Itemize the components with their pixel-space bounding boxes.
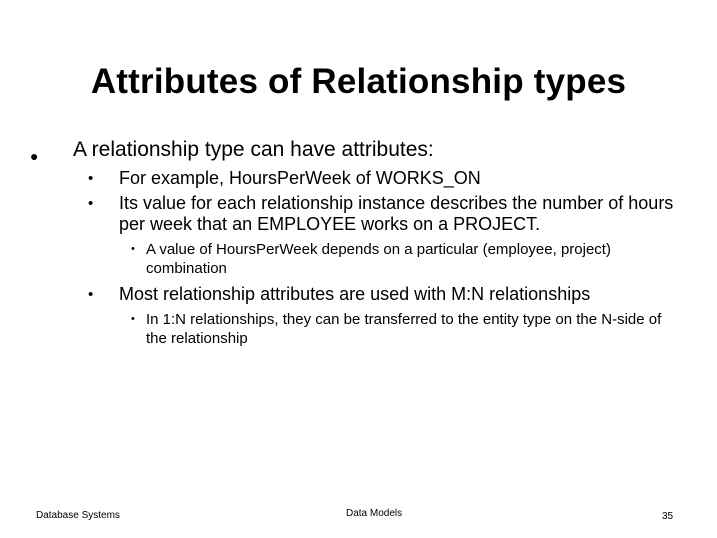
sub-bullet-marker: •: [88, 195, 94, 212]
slide-title: Attributes of Relationship types: [90, 62, 627, 101]
sub-sub-bullet-marker: •: [131, 313, 135, 325]
footer-left: Database Systems: [36, 510, 120, 521]
page-number: 35: [662, 511, 674, 522]
sub-sub-bullet-marker: •: [131, 243, 135, 255]
main-bullet-marker: ●: [30, 148, 39, 164]
sub-sub-bullet-text: In 1:N relationships, they can be transferred to the entity type on the N-side of the relationship: [146, 311, 662, 347]
main-bullet-text: A relationship type can have attributes:: [73, 138, 434, 161]
sub-bullet-text: For example, HoursPerWeek of WORKS_ON: [119, 168, 481, 188]
sub-bullet-text: Most relationship attributes are used with M:N relationships: [119, 284, 591, 304]
sub-bullet-text: Its value for each relationship instance describes the number of hours per week that an EMPLOYEE works on a PROJECT.: [119, 193, 674, 234]
sub-bullet-marker: •: [88, 170, 94, 187]
sub-bullet-marker: •: [88, 286, 94, 303]
sub-sub-bullet-text: A value of HoursPerWeek depends on a particular (employee, project) combination: [146, 241, 611, 277]
footer-center: Data Models: [346, 508, 403, 519]
